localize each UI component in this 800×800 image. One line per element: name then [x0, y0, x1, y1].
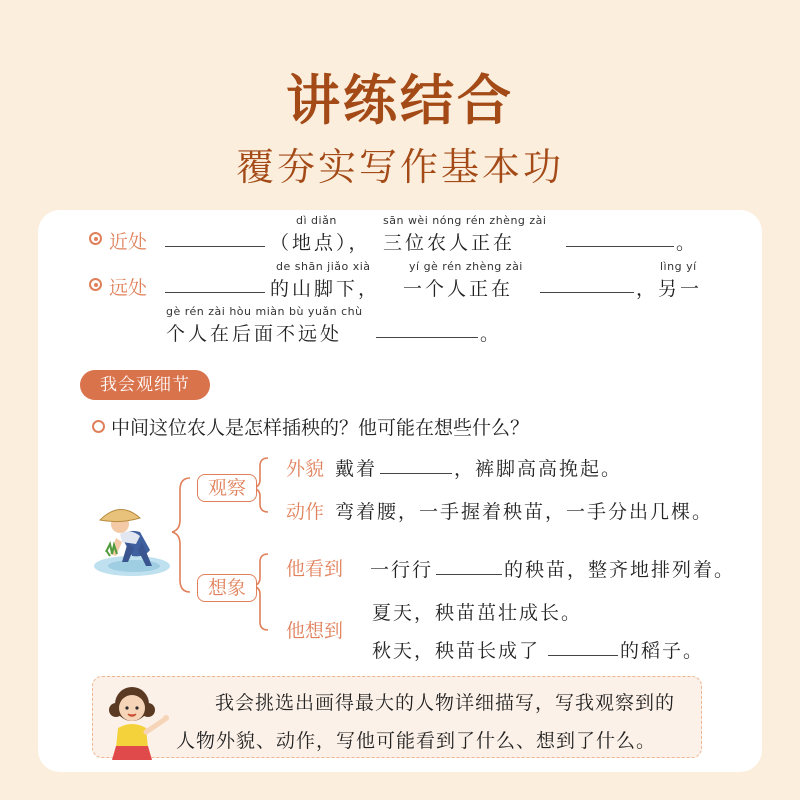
near-blank-2[interactable] — [566, 229, 674, 247]
near-end: 。 — [676, 232, 699, 254]
near-blank-1[interactable] — [165, 229, 265, 247]
thinks-blank[interactable] — [548, 638, 618, 656]
near-text-1: （地点）， — [270, 232, 371, 254]
far-pinyin-3: lìng yí — [660, 260, 697, 273]
question-text: 中间这位农人是怎样插秧的？他可能在想些什么？ — [111, 417, 530, 439]
far-text-1: 的山脚下， — [270, 278, 381, 300]
far-blank-3[interactable] — [376, 320, 478, 338]
far-bullet-icon — [89, 278, 102, 291]
near-text-2: 三位农人正在 — [383, 232, 516, 254]
thinks-label: 他想到 — [286, 620, 344, 642]
near-bullet-icon — [89, 232, 102, 245]
sees-blank[interactable] — [436, 557, 502, 575]
far-text-2: 一个人正在 — [403, 278, 514, 300]
far-text-3: ，另一 — [636, 278, 703, 300]
page-subtitle: 覆夯实写作基本功 — [235, 145, 564, 189]
page-title: 讲练结合 — [286, 69, 514, 132]
appearance-label: 外貌 — [286, 458, 325, 480]
action-label: 动作 — [286, 501, 325, 523]
thinks-line2-a: 秋天，秧苗长成了 — [372, 640, 541, 662]
near-pinyin-2: sān wèi nóng rén zhèng zài — [383, 214, 547, 227]
section-tag: 我会观细节 — [80, 370, 210, 400]
far-pinyin-1: de shān jiǎo xià — [276, 260, 371, 273]
near-pinyin-1: dì diǎn — [296, 214, 337, 227]
far-end: 。 — [480, 323, 503, 345]
near-label: 近处 — [109, 231, 148, 253]
action-text: 弯着腰，一手握着秧苗，一手分出几棵。 — [335, 501, 714, 523]
far-label: 远处 — [109, 277, 148, 299]
girl-illustration — [102, 680, 174, 762]
sees-text-1: 一行行 — [370, 559, 434, 581]
thinks-line1: 夏天，秧苗茁壮成长。 — [372, 602, 583, 624]
appearance-text-2: ，裤脚高高挽起。 — [454, 458, 623, 480]
farmer-illustration — [92, 498, 174, 582]
far-pinyin-2: yí gè rén zhèng zài — [409, 260, 523, 273]
far-text-4: 个人在后面不远处 — [166, 323, 343, 345]
observe-pill: 观察 — [197, 474, 257, 502]
thinks-line2-b: 的稻子。 — [620, 640, 705, 662]
appearance-blank[interactable] — [380, 456, 452, 474]
far-blank-2[interactable] — [540, 275, 634, 293]
tip-line2: 人物外貌、动作，写他可能看到了什么、想到了什么。 — [176, 730, 657, 752]
tip-line1: 我会挑选出画得最大的人物详细描写，写我观察到的 — [215, 692, 676, 714]
far-blank-1[interactable] — [165, 275, 265, 293]
imagine-pill: 想象 — [197, 574, 257, 602]
far-pinyin-4: gè rén zài hòu miàn bù yuǎn chù — [166, 305, 363, 318]
question-bullet-icon — [92, 420, 105, 433]
sees-label: 他看到 — [286, 558, 344, 580]
sees-text-2: 的秧苗，整齐地排列着。 — [504, 559, 736, 581]
appearance-text-1: 戴着 — [335, 458, 378, 480]
